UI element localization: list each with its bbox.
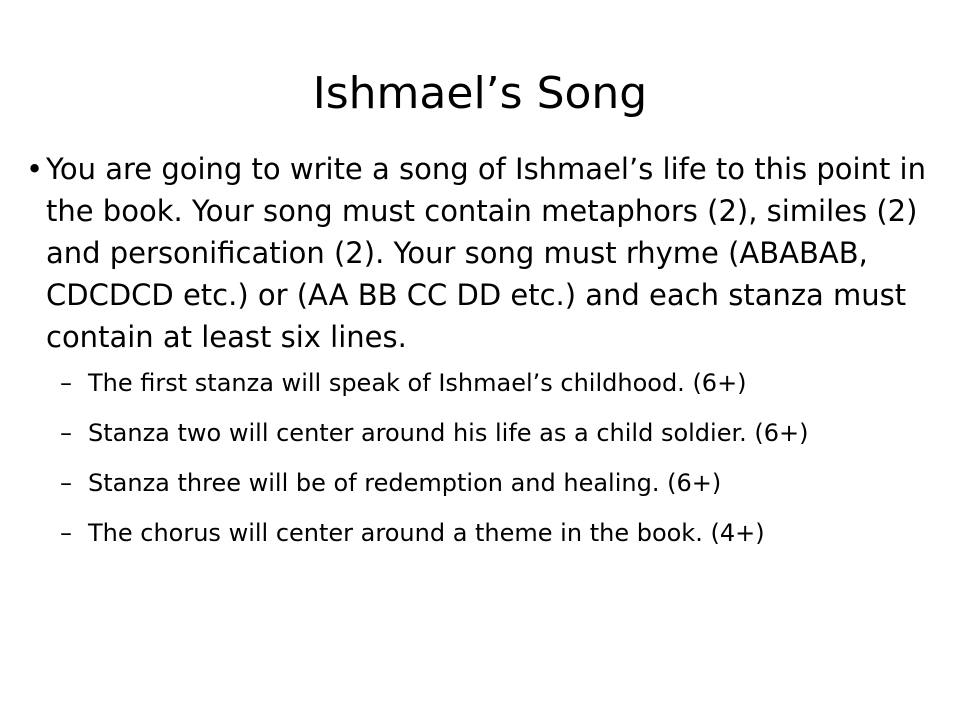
bullet-text: You are going to write a song of Ishmael’s life to this point in the book. Your song must contain metaphors (2), similes (2) and personification (2). Your song must rhyme (ABABAB, CDCDCD etc.) or (AA BB CC DD etc.) and each stanza must contain at least six lines. <box>46 152 926 354</box>
sub-bullet-text: The first stanza will speak of Ishmael’s childhood. (6+) <box>88 369 747 397</box>
bullet-item <box>36 148 946 358</box>
dash-icon <box>60 516 72 550</box>
sub-bullet-item <box>36 416 946 450</box>
sub-bullet-item <box>36 466 946 500</box>
slide-title: Ishmael’s Song <box>312 68 648 119</box>
sub-bullet-text: Stanza three will be of redemption and healing. (6+) <box>88 469 722 497</box>
dash-icon <box>60 366 72 400</box>
sub-bullet-list <box>36 366 946 550</box>
dash-icon <box>60 466 72 500</box>
bullet-dot-icon <box>26 148 43 190</box>
sub-bullet-text: Stanza two will center around his life as a child soldier. (6+) <box>88 419 809 447</box>
sub-bullet-item <box>36 366 946 400</box>
bullet-list <box>36 148 946 566</box>
dash-icon <box>60 416 72 450</box>
sub-bullet-item <box>36 516 946 550</box>
sub-bullet-text: The chorus will center around a theme in the book. (4+) <box>88 519 765 547</box>
